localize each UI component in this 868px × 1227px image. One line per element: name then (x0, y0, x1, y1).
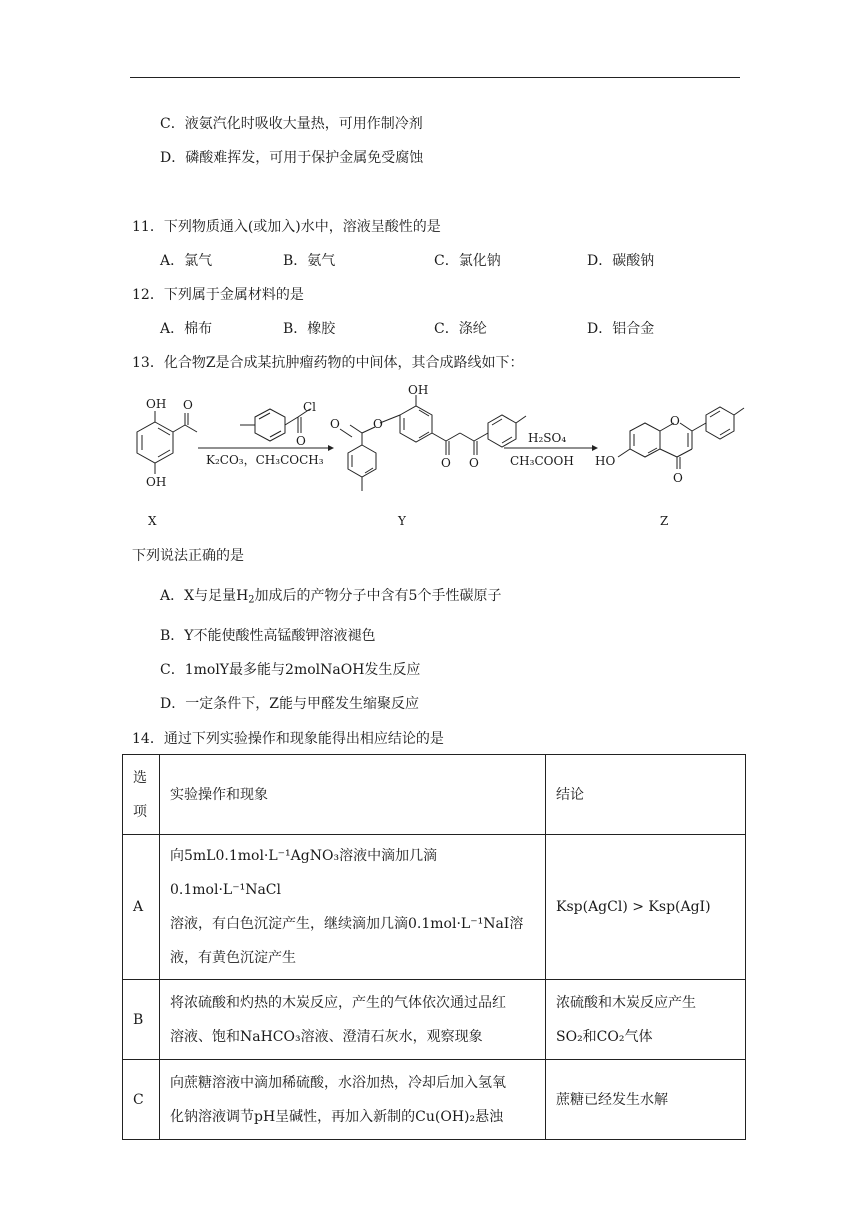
q12-option-c: C．涤纶 (434, 321, 487, 337)
q13-option-b: B．Y不能使酸性高锰酸钾溶液褪色 (160, 628, 376, 644)
header-option-line2: 项 (133, 803, 147, 820)
table-row (123, 835, 746, 980)
x-ketone-o: O (183, 398, 193, 412)
q11-option-d: D．碳酸钠 (587, 253, 655, 269)
q13-option-d: D．一定条件下，Z能与甲醛发生缩聚反应 (160, 696, 419, 712)
row-a-conclusion: Ksp(AgCl) > Ksp(AgI) (546, 835, 746, 980)
compound-x-structure (137, 411, 197, 474)
q11-option-c: C．氯化钠 (434, 253, 501, 269)
table-header-row (123, 755, 746, 835)
label-x: X (148, 514, 157, 528)
label-z: Z (660, 514, 669, 528)
row-c-op-line2: 化钠溶液调节pH呈碱性，再加入新制的Cu(OH)₂悬浊 (170, 1108, 504, 1125)
reagent2-solvent: CH₃COOH (510, 454, 574, 468)
row-a-op-line2: 溶液，有白色沉淀产生，继续滴加几滴0.1mol·L⁻¹NaI溶 (170, 916, 524, 932)
reagent1-conditions: K₂CO₃，CH₃COCH₃ (206, 453, 324, 467)
row-b-op-line1: 将浓硫酸和灼热的木炭反应，产生的气体依次通过品红 (170, 994, 506, 1011)
x-oh-bottom: OH (146, 475, 167, 489)
z-ho: HO (595, 454, 616, 468)
row-b-conclusion-line1: 浓硫酸和木炭反应产生 (556, 994, 696, 1011)
q10-option-c: C．液氨汽化时吸收大量热，可用作制冷剂 (160, 116, 423, 132)
header-conclusion: 结论 (546, 755, 746, 835)
q11-stem: 11．下列物质通入(或加入)水中，溶液呈酸性的是 (132, 219, 441, 235)
row-b-operation (160, 980, 546, 1060)
header-rule (130, 77, 740, 78)
row-c-operation (160, 1060, 546, 1140)
reagent1-o: O (296, 434, 306, 448)
row-c-conclusion: 蔗糖已经发生水解 (546, 1060, 746, 1140)
row-b-option: B (123, 980, 160, 1060)
q11-option-b: B．氨气 (283, 253, 336, 269)
y-ester-o: O (373, 417, 383, 431)
y-ketone-o-1: O (441, 456, 451, 470)
label-y: Y (398, 514, 406, 528)
row-b-conclusion-line2: SO₂和CO₂气体 (556, 1028, 653, 1045)
q13-option-c: C．1molY最多能与2molNaOH发生反应 (160, 662, 421, 678)
row-c-option: C (123, 1060, 160, 1140)
compound-z-structure (618, 407, 744, 469)
row-a-op-line3: 液，有黄色沉淀产生 (170, 950, 296, 966)
header-option (123, 755, 160, 835)
q13-option-a-post: 加成后的产物分子中含有5个手性碳原子 (254, 588, 502, 604)
q13-prompt: 下列说法正确的是 (132, 548, 244, 564)
table-row (123, 1060, 746, 1140)
header-option-line1: 选 (133, 769, 147, 786)
q12-stem: 12．下列属于金属材料的是 (132, 287, 304, 303)
q12-option-a: A．棉布 (160, 321, 213, 337)
z-ketone-o: O (673, 471, 683, 485)
reagent1-cl: Cl (303, 400, 317, 414)
y-ester-carbonyl-o: O (330, 417, 340, 431)
row-a-operation (160, 835, 546, 980)
q13-option-a-pre: A．X与足量H (160, 588, 249, 604)
q10-option-d: D．磷酸难挥发，可用于保护金属免受腐蚀 (160, 150, 424, 166)
reagent2-acid: H₂SO₄ (528, 431, 567, 445)
q13-option-a-sub: 2 (248, 594, 255, 606)
synthesis-route-diagram (120, 385, 780, 530)
header-operation: 实验操作和现象 (160, 755, 546, 835)
q12-option-b: B．橡胶 (283, 321, 336, 337)
q13-option-a (160, 585, 501, 605)
q13-stem: 13．化合物Z是合成某抗肿瘤药物的中间体，其合成路线如下： (132, 355, 524, 371)
z-ring-o: O (670, 414, 680, 428)
row-a-op-line1: 向5mL0.1mol·L⁻¹AgNO₃溶液中滴加几滴0.1mol·L⁻¹NaCl (170, 848, 438, 898)
experiment-table (122, 754, 746, 1140)
table-row (123, 980, 746, 1060)
q11-option-a: A．氯气 (160, 253, 213, 269)
row-c-op-line1: 向蔗糖溶液中滴加稀硫酸，水浴加热，冷却后加入氢氧 (170, 1074, 506, 1091)
q12-option-d: D．铝合金 (587, 321, 655, 337)
row-b-conclusion (546, 980, 746, 1060)
row-b-op-line2: 溶液、饱和NaHCO₃溶液、澄清石灰水，观察现象 (170, 1028, 483, 1045)
y-ketone-o-2: O (469, 456, 479, 470)
x-oh-top: OH (146, 397, 167, 411)
row-a-option: A (123, 835, 160, 980)
q14-stem: 14．通过下列实验操作和现象能得出相应结论的是 (132, 731, 444, 747)
y-oh: OH (408, 385, 429, 397)
compound-y-structure (340, 395, 526, 491)
